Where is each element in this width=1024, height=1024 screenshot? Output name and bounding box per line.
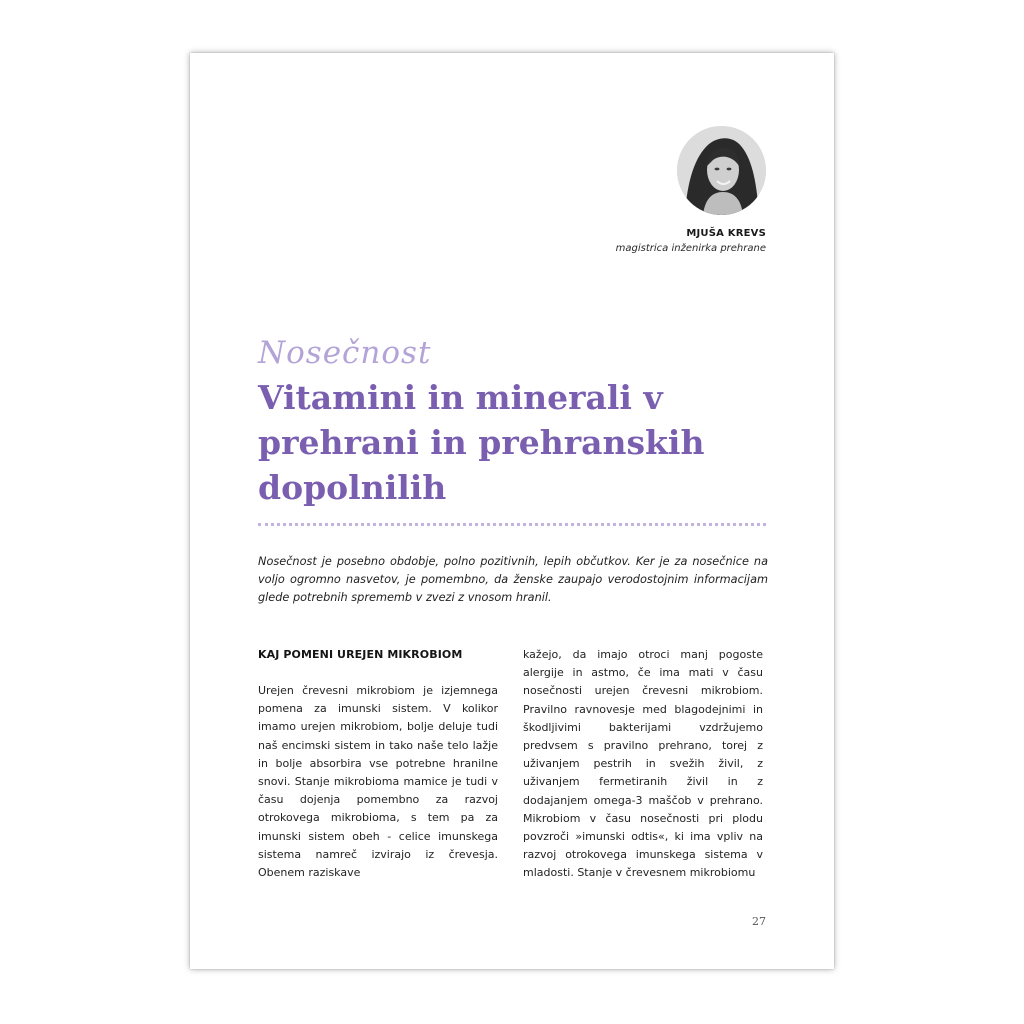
body-column-left [258, 646, 498, 882]
article-lead: Nosečnost je posebno obdobje, polno pozitivnih, lepih občutkov. Ker je za nosečnice na voljo ogromno nasvetov, je pomembno, da ženske zaupajo verodostojnim informacijam glede potrebnih sprememb v zvezi z vnosom hranil. [258, 555, 768, 604]
body-text-right: kažejo, da imajo otroci manj pogoste alergije in astmo, če ima mati v času nosečnosti urejen črevesni mikrobiom. Pravilno ravnovesje med blagodejnimi in škodljivimi bakterijami vzdržujemo predvsem s pravilno prehrano, torej z uživanjem pestrih in svežih živil, z uživanjem fermetiranih živil in z dodajanjem omega-3 maščob v prehrano. Mikrobiom v času nosečnosti pri plodu povzroči »imunski odtis«, ki ima vpliv na razvoj otrokovega imunskega sistema v mladosti. Stanje v črevesnem mikrobiomu [523, 648, 763, 880]
body-column-right [523, 646, 763, 883]
article-kicker: Nosečnost [258, 335, 432, 371]
author-avatar [677, 126, 766, 215]
author-portrait-icon [677, 126, 766, 215]
author-role: magistrica inženirka prehrane [615, 243, 766, 254]
magazine-page [190, 53, 834, 969]
author-name: MJUŠA KREVS [686, 228, 766, 239]
title-divider [258, 523, 766, 526]
section-heading: KAJ POMENI UREJEN MIKROBIOM [258, 648, 463, 661]
page-number: 27 [752, 915, 766, 928]
article-title: Vitamini in minerali v prehrani in prehranskih dopolnilih [258, 378, 705, 507]
body-text-left: Urejen črevesni mikrobiom je izjemnega pomena za imunski sistem. V kolikor imamo urejen mikrobiom, bolje deluje tudi naš encimski sistem in tako naše telo lažje in bolje absorbira vse potrebne hranilne snovi. Stanje mikrobioma mamice je tudi v času dojenja pomembno za razvoj otrokovega mikrobioma, s tem pa za imunski sistem obeh - celice imunskega sistema namreč izvirajo iz črevesja. Obenem raziskave [258, 684, 498, 880]
